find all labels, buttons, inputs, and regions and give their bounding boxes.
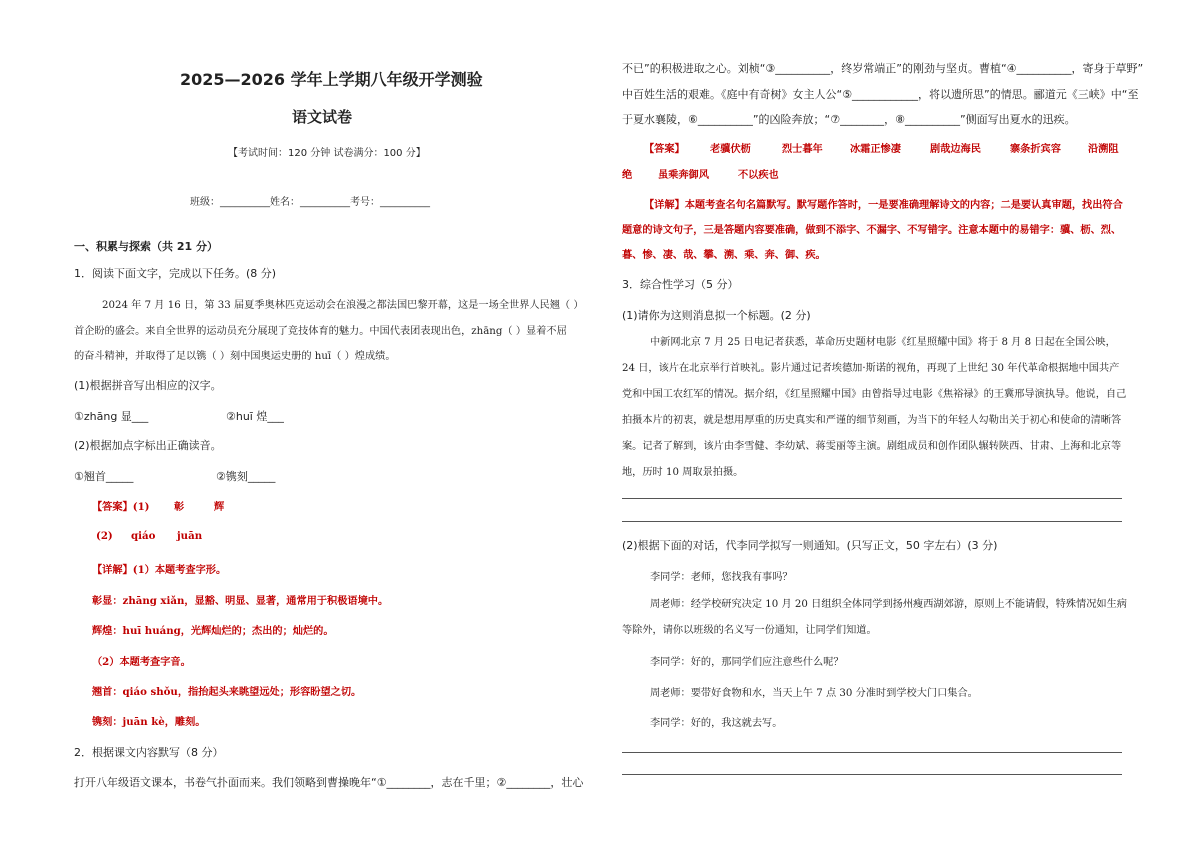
passage-line-1: 2024 年 7 月 16 日，第 33 届夏季奥林匹克运动会在浪漫之都法国巴黎开幕，这是一场全世界人民翘（ ） (102, 300, 584, 311)
dialog-line-3: 李同学：好的，那同学们应注意些什么呢？ (650, 657, 844, 668)
answer-1b: 辉 (214, 501, 225, 513)
answer-blank-2b[interactable]: ②镌刻_____ (216, 470, 276, 483)
answer-blank-1a[interactable]: ①zhāng 显___ (74, 410, 149, 423)
detail-line-6: 镌刻：juān kè，雕刻。 (92, 716, 206, 728)
answer-label: 【答案】(1) (92, 501, 150, 513)
answer-2a: qiáo (131, 530, 156, 542)
q2-answer-2: 烈士暮年 (782, 143, 823, 155)
detail-line-5: 翘首：qiáo shǒu，指抬起头来眺望远处；形容盼望之切。 (92, 686, 362, 698)
detail-line-1: 【详解】(1）本题考查字形。 (92, 564, 227, 576)
q2-continuation-2: 中百姓生活的艰难。《庭中有奇树》女主人公“⑤____________，将以遗所思”的情思。郦道元《三峡》中“至 (622, 88, 1139, 101)
right-page (600, 0, 1200, 849)
q2-answer-9: 不以疾也 (738, 169, 779, 181)
detail-line-3: 辉煌：huī huáng，光辉灿烂的；杰出的；灿烂的。 (92, 625, 334, 637)
q2-answer-4: 剧哉边海民 (930, 143, 981, 155)
q2-answer-7: 绝 (622, 169, 633, 181)
detail-line-4: （2）本题考查字音。 (92, 656, 191, 668)
q2-answer-3: 冰霜正惨凄 (850, 143, 901, 155)
answer-1a: 彰 (174, 501, 185, 513)
q2-answer-1: 老骥伏枥 (710, 143, 751, 155)
answer-blank-2a[interactable]: ①翘首_____ (74, 470, 134, 483)
dialog-line-5: 李同学：好的，我这就去写。 (650, 718, 783, 729)
section-heading: 一、积累与探索（共 21 分） (74, 240, 218, 253)
q2-detail: 【详解】本题考查名句名篇默写。默写题作答时，一是要准确理解诗文的内容；二是要认真审题，找出符合题意的诗文句子，三是答题内容要准确，做到不添字、不漏字、不写错字。注意本题中的易错字：骥、枥、烈、暮、惨、凄、哉、攀、溯、乘、奔、御、疾。 (622, 199, 1123, 261)
answer-2b: juān (177, 530, 203, 542)
q2-continuation-1: 不已”的积极进取之心。刘桢“③__________，终岁常端正”的刚劲与坚贞。曹植“④__________，寄身于草野” (622, 62, 1144, 75)
q2-answer-6: 沿溯阻 (1088, 143, 1119, 155)
question-3: 3．综合性学习（5 分） (622, 278, 739, 291)
dialog-line-1: 李同学：老师，您找我有事吗？ (650, 572, 793, 583)
detail-line-2: 彰显：zhāng xiǎn，显豁、明显、显著，通常用于积极语境中。 (92, 595, 389, 607)
student-fields: 班级：__________姓名：__________考号：__________ (190, 197, 430, 208)
q2-answer-label: 【答案】 (644, 143, 685, 155)
question-2-text: 打开八年级语文课本，书卷气扑面而来。我们领略到曹操晚年“①________，志在千里；②________，壮心 (74, 776, 584, 789)
answer-line[interactable] (622, 774, 1122, 775)
answer-2-label: (2) (96, 530, 113, 542)
dialog-line-2: 周老师：经学校研究决定 10 月 20 日组织全体同学到扬州瘦西湖郊游，原则上不能请假，特殊情况如生病等除外，请你以班级的名义写一份通知，让同学们知道。 (622, 599, 1127, 636)
q2-answer-8: 虽乘奔御风 (658, 169, 709, 181)
exam-subject: 语文试卷 (292, 108, 353, 126)
dialog-line-4: 周老师：要带好食物和水，当天上午 7 点 30 分准时到学校大门口集合。 (650, 688, 978, 699)
news-passage: 中新网北京 7 月 25 日电记者获悉，革命历史题材电影《红星照耀中国》将于 8 月 8 日起在全国公映，24 日，该片在北京举行首映礼。影片通过记者埃德加·斯诺的视角，再现了上世纪 30 年代革命根据地中国共产党和中国工农红军的情况。据介绍，《红星照耀中国》由曾指导过电影《焦裕禄》的王冀邢导演执导。他说，自己拍摄本片的初衷，就是想用厚重的历史真实和严谨的细节刻画，为当下的年轻人勾勒出关于初心和使命的清晰答案。记者了解到，该片由李雪健、李幼斌、蒋雯丽等主演。剧组成员和创作团队辗转陕西、甘肃、上海和北京等地，历时 10 周取景拍摄。 (622, 337, 1127, 478)
passage-line-3: 的奋斗精神，并取得了足以镌（ ）刻中国奥运史册的 huī（ ）煌成绩。 (74, 351, 396, 362)
q2-answer-5: 寨条折宾容 (1010, 143, 1061, 155)
exam-title: 2025—2026 学年上学期八年级开学测验 (180, 70, 483, 89)
question-1: 1．阅读下面文字，完成以下任务。(8 分) (74, 267, 277, 280)
question-3-1: (1)请你为这则消息拟一个标题。(2 分) (622, 309, 811, 322)
exam-info: 【考试时间：120 分钟 试卷满分：100 分】 (228, 148, 426, 159)
question-3-2: (2)根据下面的对话，代李同学拟写一则通知。(只写正文，50 字左右）(3 分) (622, 539, 998, 552)
passage-line-2: 首企盼的盛会。来自全世界的运动员充分展现了竞技体育的魅力。中国代表团表现出色，zhāng（ ）显着不屈 (74, 326, 567, 337)
answer-line[interactable] (622, 752, 1122, 753)
question-1-2: (2)根据加点字标出正确读音。 (74, 439, 222, 452)
answer-line[interactable] (622, 521, 1122, 522)
answer-line[interactable] (622, 498, 1122, 499)
q2-continuation-3: 于夏水襄陵，⑥__________”的凶险奔放；“⑦________，⑧__________”侧面写出夏水的迅疾。 (622, 113, 1076, 126)
answer-blank-1b[interactable]: ②huī 煌___ (226, 410, 284, 423)
question-1-1: (1)根据拼音写出相应的汉字。 (74, 379, 222, 392)
question-2: 2．根据课文内容默写（8 分） (74, 746, 224, 759)
